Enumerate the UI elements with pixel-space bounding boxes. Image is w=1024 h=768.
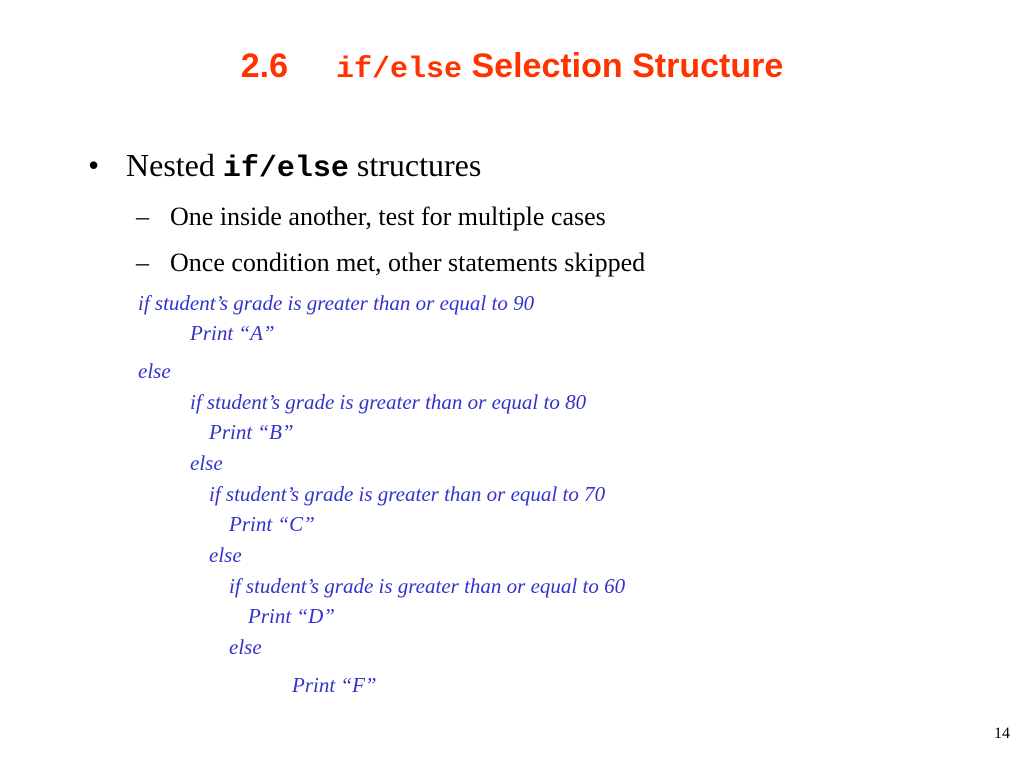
pseudocode-line: Print “D” [248,604,335,628]
pseudocode-line: if student’s grade is greater than or equal to 90 [138,291,535,315]
main-bullet [88,145,481,189]
bullet-code: if/else [222,152,349,186]
sub-bullet-marker: – [136,202,149,231]
pseudocode-line: Print “A” [190,321,275,345]
bullet-suffix: structures [348,147,482,183]
pseudocode-line: else [190,451,223,475]
pseudocode-line: if student’s grade is greater than or equal to 70 [209,482,606,506]
pseudocode-line: if student’s grade is greater than or equal to 60 [229,574,626,598]
pseudocode-line: Print “C” [229,512,315,536]
pseudocode-line: else [229,635,262,659]
pseudocode-line: Print “F” [292,673,377,697]
sub-bullet-2 [136,247,645,279]
sub-bullet-text: Once condition met, other statements skipped [170,248,646,277]
sub-bullet-1 [136,201,606,233]
title-code: if/else [336,53,463,87]
sub-bullet-marker: – [136,248,149,277]
bullet-marker: • [88,147,100,183]
pseudocode-line: Print “B” [209,420,294,444]
pseudocode-line: if student’s grade is greater than or equal to 80 [190,390,587,414]
bullet-prefix: Nested [126,147,223,183]
slide-title [0,44,1024,92]
title-text: Selection Structure [471,47,784,85]
sub-bullet-text: One inside another, test for multiple cases [170,202,606,231]
pseudocode-line: else [138,359,171,383]
section-number: 2.6 [240,47,289,85]
pseudocode-line: else [209,543,242,567]
page-number: 14 [994,725,1010,742]
